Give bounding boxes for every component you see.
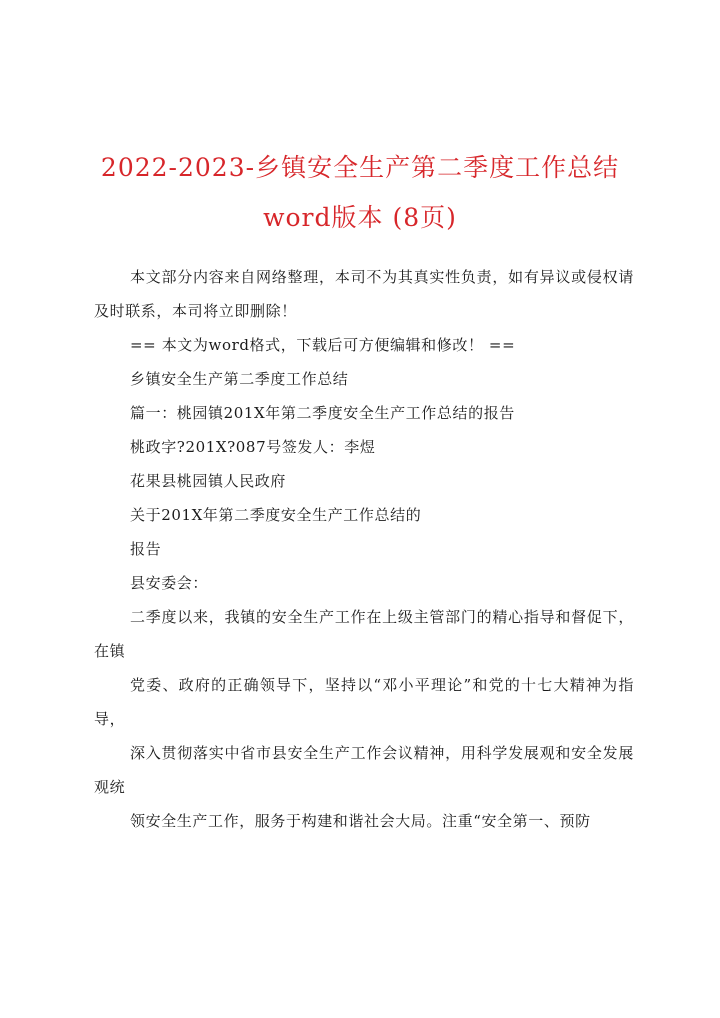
paragraph-document-number: 桃政字?201X?087号签发人：李煜 — [130, 438, 376, 456]
paragraph-report-label: 报告 — [130, 540, 162, 558]
paragraph-body-2: 党委、政府的正确领导下，坚持以“邓小平理论”和党的十七大精神为指导， — [94, 676, 634, 728]
document-title-line-2: word版本 (8页) — [263, 203, 457, 232]
paragraph-format-note: == 本文为word格式，下载后可方便编辑和修改！ == — [130, 336, 516, 354]
document-body — [94, 260, 634, 838]
paragraph-report-title: 关于201X年第二季度安全生产工作总结的 — [130, 506, 422, 524]
paragraph-body-1: 二季度以来，我镇的安全生产工作在上级主管部门的精心指导和督促下，在镇 — [94, 608, 634, 660]
document-title-line-1: 2022-2023-乡镇安全生产第二季度工作总结 — [100, 153, 620, 182]
paragraph-issuer: 花果县桃园镇人民政府 — [130, 472, 287, 490]
paragraph-body-3: 深入贯彻落实中省市县安全生产工作会议精神，用科学发展观和安全发展观统 — [94, 744, 634, 796]
paragraph-body-4: 领安全生产工作，服务于构建和谐社会大局。注重“安全第一、预防 — [130, 812, 591, 830]
paragraph-heading: 乡镇安全生产第二季度工作总结 — [130, 370, 349, 388]
paragraph-addressee: 县安委会： — [130, 574, 209, 592]
paragraph-section-title: 篇一：桃园镇201X年第二季度安全生产工作总结的报告 — [130, 404, 515, 422]
paragraph-disclaimer: 本文部分内容来自网络整理，本司不为其真实性负责，如有异议或侵权请及时联系，本司将立即删除！ — [94, 268, 634, 320]
